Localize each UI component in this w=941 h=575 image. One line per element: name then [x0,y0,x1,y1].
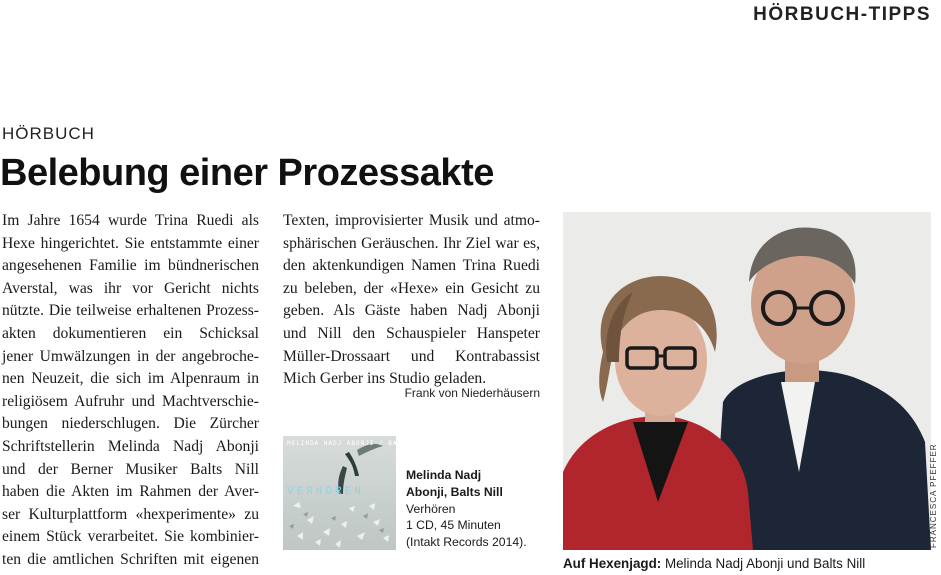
cd-info [406,467,527,551]
text-line: einem Stück verarbeitet. Sie kombinier- [2,528,259,546]
cd-artist-line-1: Melinda Nadj [406,468,482,482]
text-line: geben. Als Gäste haben Nadj Abonji [283,302,540,320]
photo-credit: FRANCESCA PFEFFER [929,443,938,548]
cd-format: 1 CD, 45 Minuten [406,518,501,533]
text-line: ser Kulturplattform «hexperimente» zu [2,505,259,523]
text-line: religiösem Aufruhr und Machtverschie- [2,392,259,410]
text-line: und der Berner Musiker Balts Nill [2,460,259,478]
text-line: angesehenen Familie im bündnerischen [2,257,259,275]
text-line: sphärischen Geräuschen. Ihr Ziel war es, [283,234,540,252]
text-line: Schriftstellerin Melinda Nadj Abonji [2,437,259,455]
text-line: ten die amtlichen Schriften mit eigenen [2,550,259,568]
text-line: haben die Akten im Rahmen der Aver- [2,483,259,501]
caption-lead: Auf Hexenjagd: [563,556,662,571]
author-byline: Frank von Niederhäusern [404,386,540,400]
text-line: bungen niederschlugen. Die Zürcher [2,415,259,433]
portrait-photo [563,212,931,550]
cd-artist-line-2: Abonji, Balts Nill [406,484,503,499]
text-line: nen Neuzeit, die sich im Alpenraum in [2,370,259,388]
text-line: jener Umwälzungen in der angebroche- [2,347,259,365]
cd-cover-image [283,436,435,550]
caption-text: Melinda Nadj Abonji und Balts Nill [661,556,866,571]
text-line: nützte. Die teilweise erhaltenen Prozess- [2,302,259,320]
text-line: zu beleben, der «Hexe» ein Gesicht zu [283,279,540,297]
cd-title: Verhören [406,501,456,516]
text-line: den aktenkundigen Namen Trina Ruedi [283,257,540,275]
article-headline: Belebung einer Prozessakte [0,152,494,194]
text-line: Mich Gerber ins Studio geladen. [283,370,487,388]
text-line: Hexe hingerichtet. Sie entstammte einer [2,234,259,252]
text-line: und Nill den Schauspieler Hanspeter [283,324,540,342]
text-line: Müller-Drossaart und Kontrabassist [283,347,540,365]
cd-cover-title: VERHÖREN [287,486,364,498]
text-line: Averstal, was ihr vor Gericht nichts [2,279,259,297]
text-line: Texten, improvisierter Musik und atmo- [283,212,540,229]
article-column-2 [283,210,540,391]
text-line: akten dokumentieren ein Schicksal [2,324,259,342]
article-kicker: HÖRBUCH [2,124,95,143]
section-header: HÖRBUCH-TIPPS [753,4,931,25]
photo-caption [563,556,865,571]
text-line: Im Jahre 1654 wurde Trina Ruedi als [2,212,259,229]
article-column-1 [2,210,259,572]
cd-label: (Intakt Records 2014). [406,535,527,550]
cd-cover-artists: MELINDA NADJ ABONJI / BALTS NILL [287,440,435,447]
